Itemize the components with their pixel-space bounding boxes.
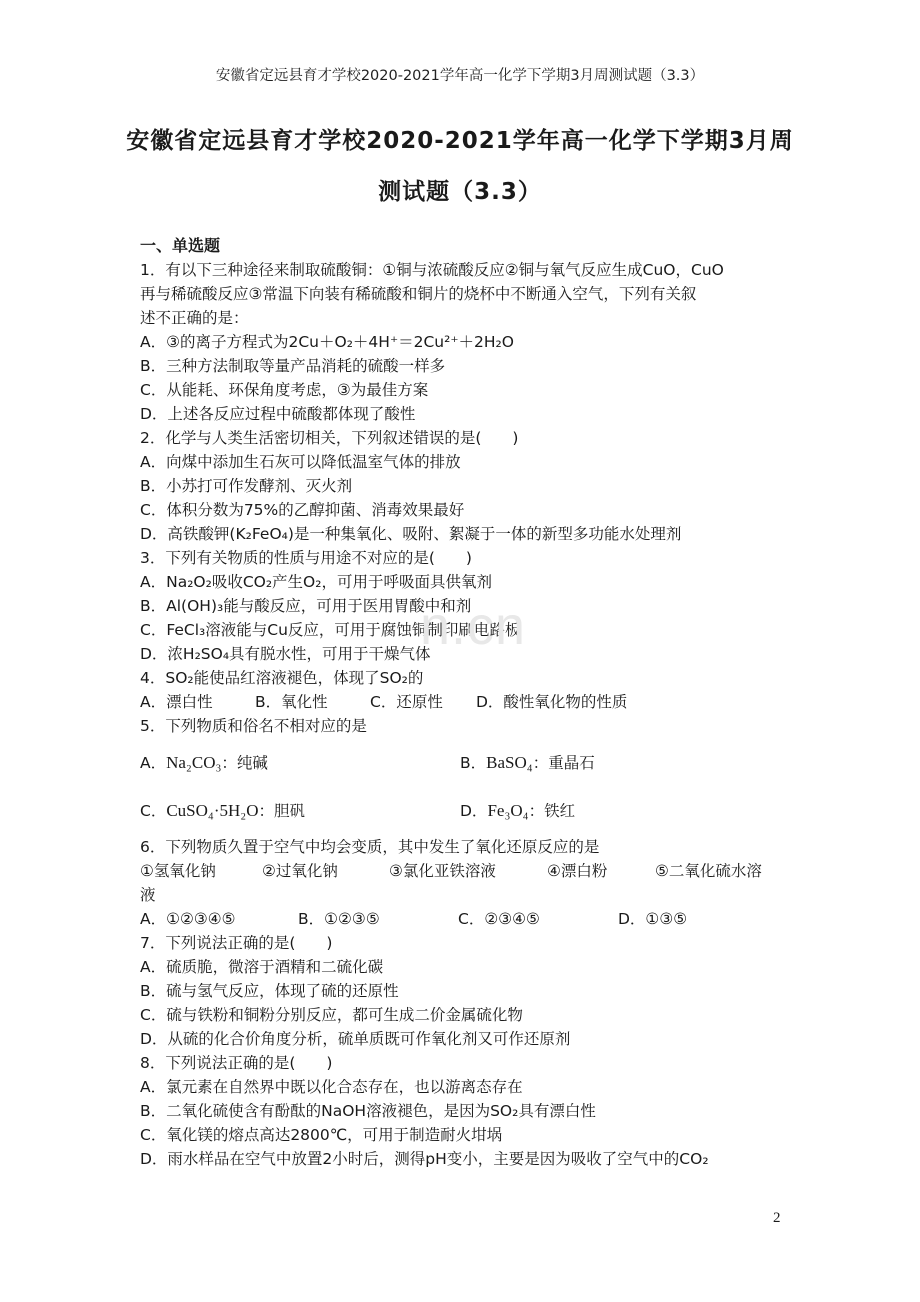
q4-option-c: C．还原性 xyxy=(370,693,443,711)
q6-item: ③氯化亚铁溶液 xyxy=(389,862,496,880)
q1-stem-line-3: 述不正确的是： xyxy=(140,309,249,327)
page-title-line-1: 安徽省定远县育才学校2020-2021学年高一化学下学期3月周 xyxy=(126,128,794,154)
watermark: n.cn xyxy=(420,596,527,656)
q6-item-wrap: 液 xyxy=(140,886,156,904)
q2-stem: 2．化学与人类生活密切相关，下列叙述错误的是( ) xyxy=(140,429,519,447)
q6-item: ④漂白粉 xyxy=(547,862,608,880)
q7-option-b: B．硫与氢气反应，体现了硫的还原性 xyxy=(140,982,399,1000)
section-heading: 一、单选题 xyxy=(140,236,221,255)
q6-option-d: D．①③⑤ xyxy=(618,910,688,928)
q6-option-b: B．①②③⑤ xyxy=(298,910,380,928)
q1-option-c: C．从能耗、环保角度考虑，③为最佳方案 xyxy=(140,381,429,399)
common-name: ：胆矾 xyxy=(258,802,305,820)
chemical-formula: BaSO₄ xyxy=(486,753,533,772)
q6-stem: 6．下列物质久置于空气中均会变质，其中发生了氧化还原反应的是 xyxy=(140,838,600,856)
q1-option-a: A．③的离子方程式为2Cu＋O₂＋4H⁺＝2Cu²⁺＋2H₂O xyxy=(140,333,514,351)
q5-option-c xyxy=(140,800,305,822)
q3-option-b: B．Al(OH)₃能与酸反应，可用于医用胃酸中和剂 xyxy=(140,597,472,615)
q8-option-b: B．二氧化硫使含有酚酞的NaOH溶液褪色，是因为SO₂具有漂白性 xyxy=(140,1102,596,1120)
q1-option-b: B．三种方法制取等量产品消耗的硫酸一样多 xyxy=(140,357,446,375)
q4-option-a: A．漂白性 xyxy=(140,693,213,711)
q7-option-d: D．从硫的化合价角度分析，硫单质既可作氧化剂又可作还原剂 xyxy=(140,1030,571,1048)
q6-item: ②过氧化钠 xyxy=(262,862,338,880)
q2-option-a: A．向煤中添加生石灰可以降低温室气体的排放 xyxy=(140,453,461,471)
q2-option-b: B．小苏打可作发酵剂、灭火剂 xyxy=(140,477,353,495)
q8-stem: 8．下列说法正确的是( ) xyxy=(140,1054,333,1072)
q5-option-a xyxy=(140,752,268,774)
q8-option-c: C．氧化镁的熔点高达2800℃，可用于制造耐火坩埚 xyxy=(140,1126,503,1144)
option-label: C． xyxy=(140,802,167,820)
q8-option-d: D．雨水样品在空气中放置2小时后，测得pH变小，主要是因为吸收了空气中的CO₂ xyxy=(140,1150,709,1168)
page-number: 2 xyxy=(773,1210,781,1226)
q3-option-c: C．FeCl₃溶液能与Cu反应，可用于腐蚀铜制印刷电路板 xyxy=(140,621,521,639)
q3-stem: 3．下列有关物质的性质与用途不对应的是( ) xyxy=(140,549,472,567)
option-label: A． xyxy=(140,754,167,772)
running-header: 安徽省定远县育才学校2020-2021学年高一化学下学期3月周测试题（3.3） xyxy=(215,68,705,84)
chemical-formula: Na₂CO₃ xyxy=(166,753,222,772)
q7-option-a: A．硫质脆，微溶于酒精和二硫化碳 xyxy=(140,958,384,976)
q6-item: ⑤二氧化硫水溶 xyxy=(655,862,762,880)
q4-option-d: D．酸性氧化物的性质 xyxy=(476,693,628,711)
chemical-formula: Fe₃O₄ xyxy=(487,801,529,820)
q5-option-b xyxy=(460,752,595,774)
q3-option-a: A．Na₂O₂吸收CO₂产生O₂，可用于呼吸面具供氧剂 xyxy=(140,573,492,591)
q2-option-d: D．高铁酸钾(K₂FeO₄)是一种集氧化、吸附、絮凝于一体的新型多功能水处理剂 xyxy=(140,525,682,543)
q1-option-d: D．上述各反应过程中硫酸都体现了酸性 xyxy=(140,405,416,423)
common-name: ：铁红 xyxy=(528,802,576,820)
chemical-formula: CuSO₄·5H₂O xyxy=(166,801,259,820)
q4-option-b: B．氧化性 xyxy=(255,693,328,711)
q1-stem-line-2: 再与稀硫酸反应③常温下向装有稀硫酸和铜片的烧杯中不断通入空气，下列有关叙 xyxy=(140,285,697,303)
q1-stem-line-1: 1．有以下三种途径来制取硫酸铜：①铜与浓硫酸反应②铜与氧气反应生成CuO，CuO xyxy=(140,261,724,279)
q7-option-c: C．硫与铁粉和铜粉分别反应，都可生成二价金属硫化物 xyxy=(140,1006,523,1024)
option-label: B． xyxy=(460,754,487,772)
q6-option-c: C．②③④⑤ xyxy=(458,910,540,928)
q5-stem: 5．下列物质和俗名不相对应的是 xyxy=(140,717,367,735)
q6-item: ①氢氧化钠 xyxy=(140,862,216,880)
q2-option-c: C．体积分数为75%的乙醇抑菌、消毒效果最好 xyxy=(140,501,465,519)
option-label: D． xyxy=(460,802,488,820)
q3-option-d: D．浓H₂SO₄具有脱水性，可用于干燥气体 xyxy=(140,645,431,663)
q6-option-a: A．①②③④⑤ xyxy=(140,910,236,928)
page-title-line-2: 测试题（3.3） xyxy=(378,179,542,205)
common-name: ：纯碱 xyxy=(221,754,268,772)
q7-stem: 7．下列说法正确的是( ) xyxy=(140,934,333,952)
common-name: ：重晶石 xyxy=(532,754,595,772)
q5-option-d xyxy=(460,800,575,822)
q8-option-a: A．氯元素在自然界中既以化合态存在，也以游离态存在 xyxy=(140,1078,523,1096)
q4-stem: 4．SO₂能使品红溶液褪色，体现了SO₂的 xyxy=(140,669,424,687)
